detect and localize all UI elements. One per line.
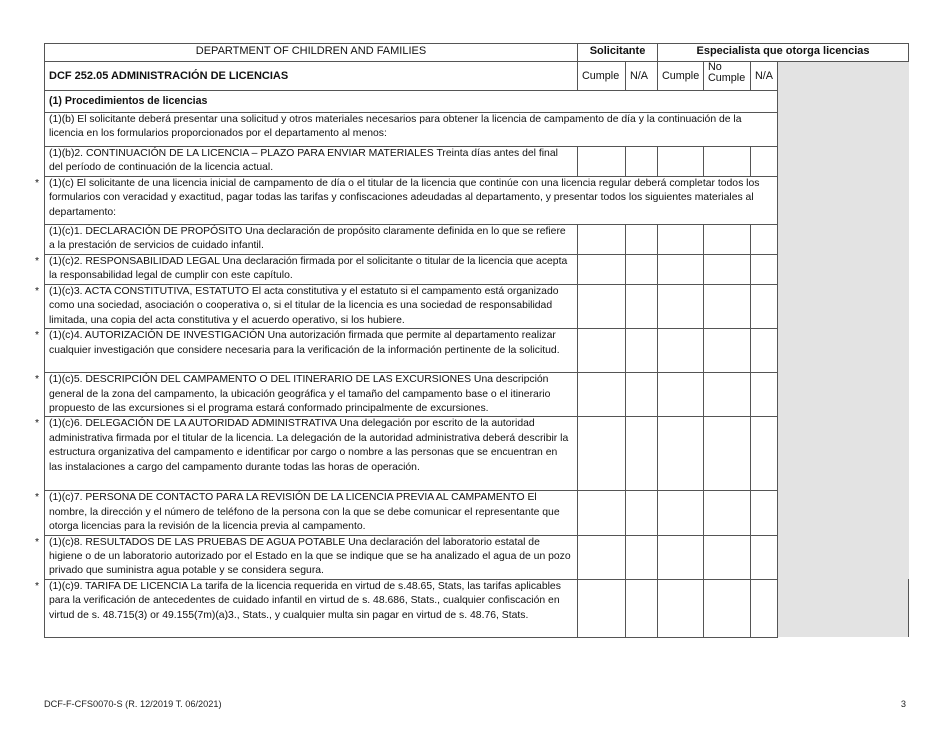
applicant-cumple-cell[interactable] <box>578 329 626 373</box>
specialist-no-cumple-cell[interactable] <box>704 147 751 177</box>
requirement-text: (1)(c)6. DELEGACIÓN DE LA AUTORIDAD ADMINISTRATIVA Una delegación por escrito de la autoridad administrativa firmada por el titular de la licencia. La delegación de la autoridad administrativa deberá describir la estructura organizativa del campamento e identificar por cargo o nombre a las personas que se encuentran en las instalaciones a cargo del campamento durante todas las horas de operación. <box>49 418 569 473</box>
requirement-1c7 <box>35 491 578 535</box>
specialist-no-cumple-cell[interactable] <box>704 373 751 417</box>
specialist-na-cell[interactable] <box>751 579 778 637</box>
applicant-cumple-cell[interactable] <box>578 285 626 329</box>
specialist-cumple-header: Cumple <box>658 62 704 91</box>
applicant-cumple-cell[interactable] <box>578 491 626 535</box>
requirement-text: (1)(c)5. DESCRIPCIÓN DEL CAMPAMENTO O DEL ITINERARIO DE LAS EXCURSIONES Una descripción general de la zona del campamento, la ubicación geográfica y el tamaño del campamento base o el itinerario propuesto de las excursiones si el programa estará conformado principalmente de excursiones. <box>49 374 551 415</box>
requirement-text: (1)(c)8. RESULTADOS DE LAS PRUEBAS DE AGUA POTABLE Una declaración del laboratorio estatal de higiene o de un laboratorio autorizado por el Estado en la que se indique que se ha analizado el agua de un pozo privado que suministra agua potable y se considera segura. <box>49 536 571 577</box>
page-number: 3 <box>900 699 906 709</box>
specialist-cumple-cell[interactable] <box>658 329 704 373</box>
applicant-cumple-cell[interactable] <box>578 147 626 177</box>
specialist-na-cell[interactable] <box>751 147 778 177</box>
specialist-na-cell[interactable] <box>751 285 778 329</box>
specialist-cumple-cell[interactable] <box>658 373 704 417</box>
required-marker: * <box>35 256 40 267</box>
specialist-no-cumple-cell[interactable] <box>704 255 751 285</box>
specialist-no-cumple-cell[interactable] <box>704 579 751 637</box>
gray-margin-column <box>778 62 909 638</box>
specialist-no-cumple-header <box>704 62 751 91</box>
requirement-1c9 <box>35 579 578 637</box>
requirement-1c2 <box>35 255 578 285</box>
specialist-na-cell[interactable] <box>751 255 778 285</box>
requirement-text: (1)(c)9. TARIFA DE LICENCIA La tarifa de la licencia requerida en virtud de s.48.65, Stats, las tarifas aplicables para la verificación de antecedentes de cuidado infantil en virtud de s. 48.686, Stats., cualquier confiscación en virtud de s. 48.715(3) or 49.155(7m)(a)3., Stats., y cualquier multa sin pagar en virtud de s. 48.76, Stats. <box>49 580 561 621</box>
requirement-text: (1)(c)3. ACTA CONSTITUTIVA, ESTATUTO El acta constitutiva y el estatuto si el campamento está organizado como una sociedad, asociación o cooperativa o, si el titular de la licencia es una sociedad de responsabilidad limitada, una copia del acta constitutiva y el acuerdo operativo, si los hubiere. <box>49 286 559 326</box>
required-marker: * <box>35 374 40 386</box>
required-marker: * <box>35 418 40 430</box>
requirement-1c6 <box>35 417 578 491</box>
applicant-cumple-cell[interactable] <box>578 535 626 579</box>
required-marker: * <box>35 178 40 189</box>
specialist-no-cumple-cell[interactable] <box>704 535 751 579</box>
requirement-1c8 <box>35 535 578 579</box>
specialist-no-cumple-cell[interactable] <box>704 285 751 329</box>
specialist-cumple-cell[interactable] <box>658 225 704 255</box>
specialist-group-header: Especialista que otorga licencias <box>658 44 909 62</box>
agency-name: DEPARTMENT OF CHILDREN AND FAMILIES <box>45 44 578 62</box>
specialist-cumple-cell[interactable] <box>658 579 704 637</box>
requirement-text: (1)(c)7. PERSONA DE CONTACTO PARA LA REVISIÓN DE LA LICENCIA PREVIA AL CAMPAMENTO El nombre, la dirección y el número de teléfono de la persona con la que se debe comunicar el representante que otorga licencias para la revisión de la licencia previa al campamento. <box>49 492 560 533</box>
requirement-text: (1)(c)4. AUTORIZACIÓN DE INVESTIGACIÓN Una autorización firmada que permite al departamento realizar cualquier investigación que considere necesaria para la verificación de la información pertinente de la solicitud. <box>49 330 560 356</box>
intro-1c <box>35 177 778 225</box>
specialist-na-cell[interactable] <box>751 535 778 579</box>
specialist-na-cell[interactable] <box>751 417 778 491</box>
specialist-no-cumple-cell[interactable] <box>704 329 751 373</box>
required-marker: * <box>35 580 40 592</box>
applicant-na-cell[interactable] <box>626 147 658 177</box>
specialist-cumple-cell[interactable] <box>658 285 704 329</box>
requirement-1c3 <box>35 285 578 329</box>
applicant-cumple-cell[interactable] <box>578 579 626 637</box>
specialist-cumple-cell[interactable] <box>658 491 704 535</box>
specialist-no-cumple-cell[interactable] <box>704 225 751 255</box>
applicant-na-cell[interactable] <box>626 255 658 285</box>
applicant-cumple-cell[interactable] <box>578 255 626 285</box>
applicant-na-cell[interactable] <box>626 225 658 255</box>
applicant-na-cell[interactable] <box>626 491 658 535</box>
applicant-group-header: Solicitante <box>578 44 658 62</box>
applicant-cumple-cell[interactable] <box>578 373 626 417</box>
specialist-cumple-cell[interactable] <box>658 535 704 579</box>
intro-1c-text: (1)(c) El solicitante de una licencia inicial de campamento de día o el titular de la licencia que continúe con una licencia regular deberá completar todos los formularios con veracidad y exactitud, pagar todas las tarifas y confiscaciones adeudadas al departamento, y presentar todos los siguientes materiales al departamento: <box>49 178 760 218</box>
intro-1b: (1)(b) El solicitante deberá presentar una solicitud y otros materiales necesarios para obtener la licencia de campamento de día y la continuación de la licencia en los formularios proporcionados por el departamento al menos: <box>45 113 778 147</box>
no-cumple-line-2: Cumple <box>708 72 746 84</box>
requirement-1c5 <box>35 373 578 417</box>
required-marker: * <box>35 286 40 297</box>
required-marker: * <box>35 330 40 342</box>
applicant-na-cell[interactable] <box>626 535 658 579</box>
specialist-na-cell[interactable] <box>751 225 778 255</box>
applicant-na-cell[interactable] <box>626 285 658 329</box>
specialist-cumple-cell[interactable] <box>658 147 704 177</box>
required-marker: * <box>35 536 40 548</box>
specialist-no-cumple-cell[interactable] <box>704 417 751 491</box>
requirement-text: (1)(c)2. RESPONSABILIDAD LEGAL Una declaración firmada por el solicitante o titular de la licencia que acepta la responsabilidad legal de cumplir con este capítulo. <box>49 256 568 282</box>
requirement-text: (1)(c)1. DECLARACIÓN DE PROPÓSITO Una declaración de propósito claramente definida en lo que se refiere a la prestación de servicios de cuidado infantil. <box>49 226 566 252</box>
applicant-na-cell[interactable] <box>626 417 658 491</box>
applicant-cumple-cell[interactable] <box>578 225 626 255</box>
specialist-cumple-cell[interactable] <box>658 417 704 491</box>
section-heading: (1) Procedimientos de licencias <box>45 91 778 113</box>
required-marker: * <box>35 492 40 504</box>
applicant-na-header: N/A <box>626 62 658 91</box>
licensing-checklist-table <box>35 43 909 638</box>
applicant-na-cell[interactable] <box>626 329 658 373</box>
specialist-cumple-cell[interactable] <box>658 255 704 285</box>
specialist-na-cell[interactable] <box>751 329 778 373</box>
no-cumple-line-1: No <box>708 61 722 73</box>
specialist-na-cell[interactable] <box>751 373 778 417</box>
applicant-cumple-cell[interactable] <box>578 417 626 491</box>
applicant-cumple-header: Cumple <box>578 62 626 91</box>
requirement-1c1 <box>45 225 578 255</box>
form-section-title: DCF 252.05 ADMINISTRACIÓN DE LICENCIAS <box>45 62 578 91</box>
requirement-1b2: (1)(b)2. CONTINUACIÓN DE LA LICENCIA – PLAZO PARA ENVIAR MATERIALES Treinta días antes del final del período de continuación de la licencia actual. <box>45 147 578 177</box>
specialist-na-cell[interactable] <box>751 491 778 535</box>
specialist-no-cumple-cell[interactable] <box>704 491 751 535</box>
specialist-na-header: N/A <box>751 62 778 91</box>
applicant-na-cell[interactable] <box>626 373 658 417</box>
form-id: DCF-F-CFS0070-S (R. 12/2019 T. 06/2021) <box>44 699 222 709</box>
requirement-1c4 <box>35 329 578 373</box>
applicant-na-cell[interactable] <box>626 579 658 637</box>
